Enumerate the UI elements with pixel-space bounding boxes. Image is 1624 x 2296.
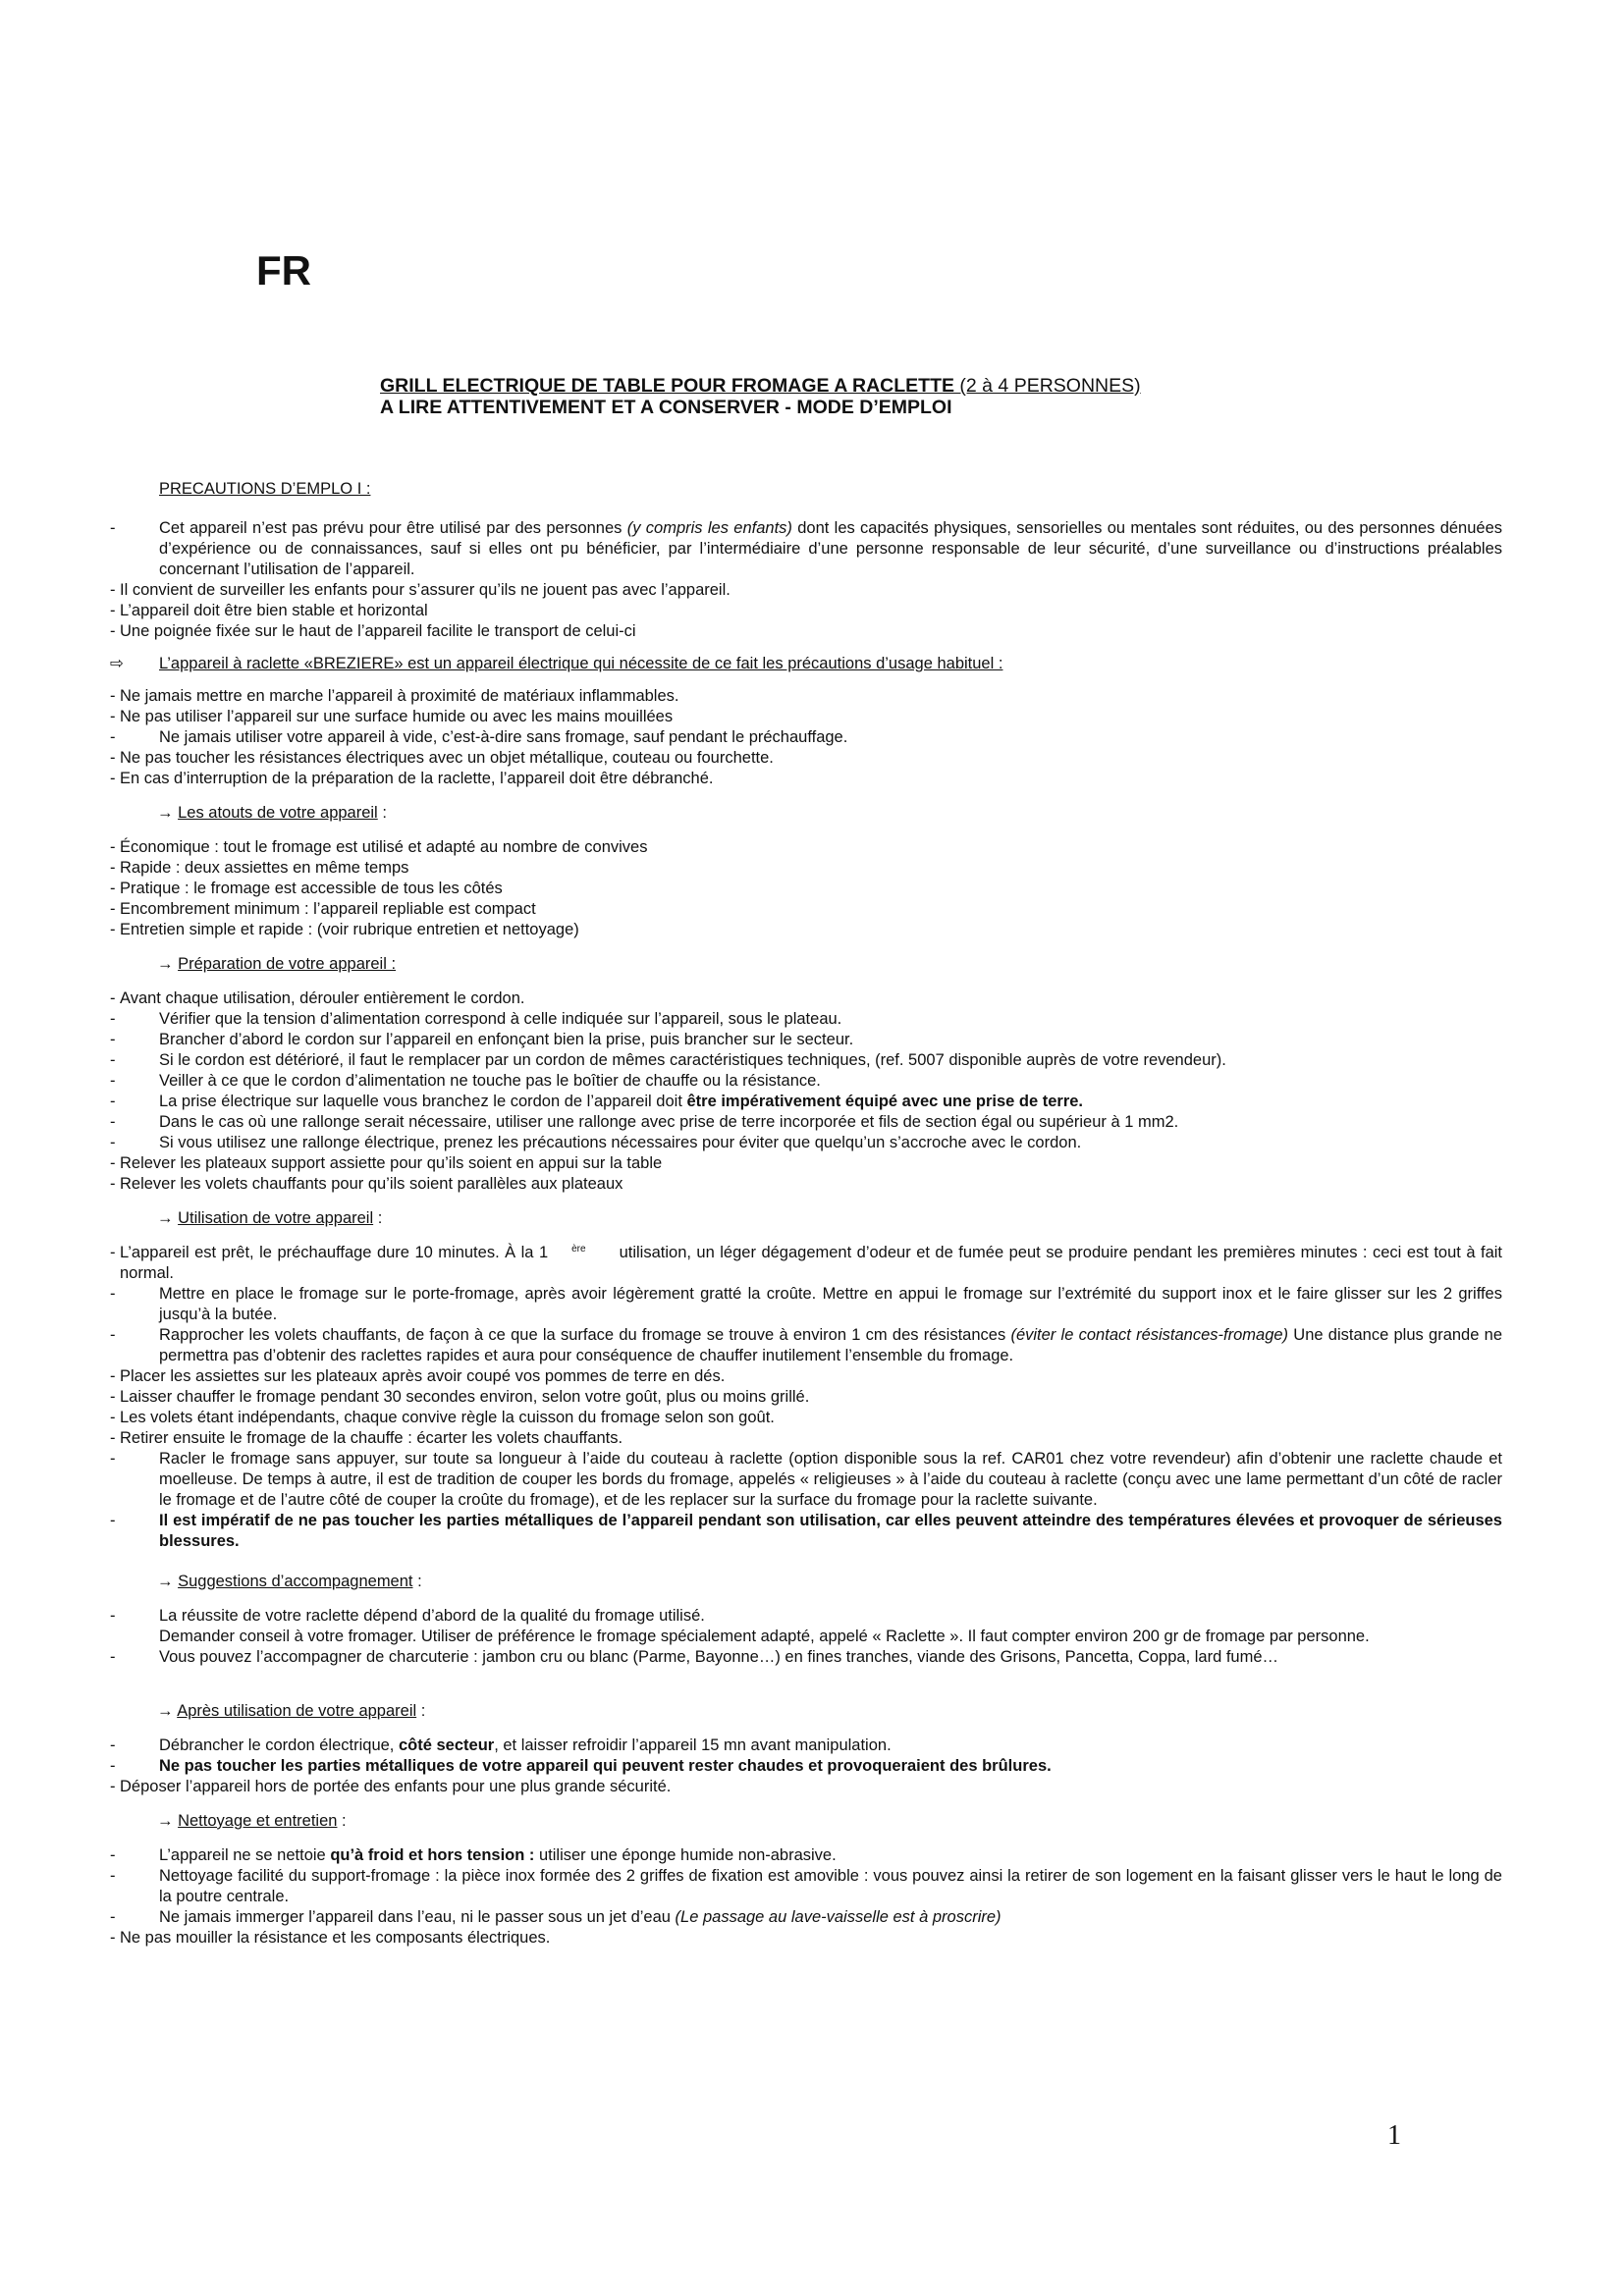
list-item: - Il convient de surveiller les enfants pour s’assurer qu’ils ne jouent pas avec l’appareil. — [110, 581, 731, 599]
preparation-heading: → Préparation de votre appareil : — [157, 955, 397, 973]
list-item: - Vous pouvez l’accompagner de charcuterie : jambon cru ou blanc (Parme, Bayonne…) en fines tranches, viande des Grisons, Pancetta, Coppa, lard fumé… — [110, 1648, 1279, 1666]
document-title — [380, 375, 1141, 418]
arrow-icon: → — [157, 955, 174, 973]
list-item: - Dans le cas où une rallonge serait nécessaire, utiliser une rallonge avec prise de terre incorporée et fils de section égal ou supérieur à 1 mm2. — [110, 1113, 1179, 1131]
list-item: - Relever les volets chauffants pour qu’ils soient parallèles aux plateaux — [110, 1175, 623, 1193]
page-number: 1 — [1387, 2120, 1401, 2151]
list-item: - L’appareil ne se nettoie qu’à froid et hors tension : utiliser une éponge humide non-abrasive. — [110, 1846, 837, 1864]
list-item: - Ne pas mouiller la résistance et les composants électriques. — [110, 1929, 551, 1947]
list-item: - Débrancher le cordon électrique, côté secteur, et laisser refroidir l’appareil 15 mn avant manipulation. — [110, 1736, 892, 1754]
arrow-icon: → — [157, 1812, 174, 1830]
list-item: - L’appareil est prêt, le préchauffage dure 10 minutes. À la 1 $^{ère}$ utilisation, un léger dégagement d’odeur et de fumée peut se produire pendant les premières minutes : ceci est tout à fait normal. — [110, 1244, 1502, 1282]
hollow-arrow-icon: ⇨ — [110, 655, 124, 672]
list-item: - Économique : tout le fromage est utilisé et adapté au nombre de convives — [110, 838, 648, 856]
list-item: - Veiller à ce que le cordon d’alimentation ne touche pas le boîtier de chauffe ou la résistance. — [110, 1072, 821, 1090]
arrow-icon: → — [157, 804, 174, 822]
list-item: - En cas d’interruption de la préparation de la raclette, l’appareil doit être débranché. — [110, 770, 714, 787]
arrow-icon: → — [157, 1573, 174, 1590]
language-code: FR — [256, 247, 311, 294]
precautions-heading: PRECAUTIONS D’EMPLO I : — [159, 480, 371, 498]
list-item: - Rapide : deux assiettes en même temps — [110, 859, 409, 877]
list-item: - Mettre en place le fromage sur le porte-fromage, après avoir légèrement gratté la croûte. Mettre en appui le fromage sur l’extrémité du support inox et le faire glisser sur les 2 griffes jusqu’à la butée. — [110, 1285, 1502, 1323]
list-item: - Ne pas toucher les résistances électriques avec un objet métallique, couteau ou fourchette. — [110, 749, 774, 767]
list-item: - Les volets étant indépendants, chaque convive règle la cuisson du fromage selon son goût. — [110, 1409, 775, 1426]
paragraph: Demander conseil à votre fromager. Utiliser de préférence le fromage spécialement adapté, appelé « Raclette ». Il faut compter environ 200 gr de fromage par personne. — [159, 1628, 1370, 1645]
arrow-icon: → — [157, 1209, 174, 1227]
list-item: - Avant chaque utilisation, dérouler entièrement le cordon. — [110, 989, 525, 1007]
document-body — [110, 479, 1502, 1949]
list-item: - Ne pas utiliser l’appareil sur une surface humide ou avec les mains mouillées — [110, 708, 674, 725]
list-item: - Vérifier que la tension d’alimentation correspond à celle indiquée sur l’appareil, sous le plateau. — [110, 1010, 842, 1028]
nettoyage-heading: → Nettoyage et entretien : — [157, 1812, 347, 1830]
list-item: - Si vous utilisez une rallonge électrique, prenez les précautions nécessaires pour éviter que quelqu’un s’accroche avec le cordon. — [110, 1134, 1082, 1151]
title-persons: (2 à 4 PERSONNES) — [954, 375, 1141, 397]
list-item: - Ne pas toucher les parties métalliques de votre appareil qui peuvent rester chaudes et provoqueraient des brûlures. — [110, 1757, 1052, 1775]
list-item: - Pratique : le fromage est accessible de tous les côtés — [110, 880, 503, 897]
list-item: - Il est impératif de ne pas toucher les parties métalliques de l’appareil pendant son utilisation, car elles peuvent atteindre des températures élevées et provoquer de sérieuses blessures. — [110, 1512, 1502, 1550]
title-main: GRILL ELECTRIQUE DE TABLE POUR FROMAGE A RACLETTE — [380, 375, 954, 397]
list-item: - Ne jamais utiliser votre appareil à vide, c’est-à-dire sans fromage, sauf pendant le préchauffage. — [110, 728, 848, 746]
list-item: - Une poignée fixée sur le haut de l’appareil facilite le transport de celui-ci — [110, 622, 636, 640]
list-item: - Laisser chauffer le fromage pendant 30 secondes environ, selon votre goût, plus ou moins grillé. — [110, 1388, 810, 1406]
list-item: - Retirer ensuite le fromage de la chauffe : écarter les volets chauffants. — [110, 1429, 623, 1447]
list-item: - Ne jamais immerger l’appareil dans l’eau, ni le passer sous un jet d’eau (Le passage au lave-vaisselle est à proscrire) — [110, 1908, 1001, 1926]
list-item: - Encombrement minimum : l’appareil repliable est compact — [110, 900, 536, 918]
arrow-icon: → — [157, 1702, 174, 1720]
list-item: - Brancher d’abord le cordon sur l’appareil en enfonçant bien la prise, puis brancher sur le secteur. — [110, 1031, 854, 1048]
list-item: - Entretien simple et rapide : (voir rubrique entretien et nettoyage) — [110, 921, 579, 938]
list-item: - Cet appareil n’est pas prévu pour être utilisé par des personnes (y compris les enfants) dont les capacités physiques, sensorielles ou mentales sont réduites, ou des personnes dénuées d’expérience ou de connaissances, sauf si elles ont pu bénéficier, par l’intermédiaire d’une personne responsable de leur sécurité, d’une surveillance ou d’instructions préalables concernant l’utilisation de l’appareil. — [110, 519, 1503, 578]
apres-heading: → Après utilisation de votre appareil : — [157, 1702, 426, 1720]
list-item: - Relever les plateaux support assiette pour qu’ils soient en appui sur la table — [110, 1154, 663, 1172]
list-item: - Déposer l’appareil hors de portée des enfants pour une plus grande sécurité. — [110, 1778, 672, 1795]
list-item: - Placer les assiettes sur les plateaux après avoir coupé vos pommes de terre en dés. — [110, 1367, 726, 1385]
utilisation-heading: → Utilisation de votre appareil : — [157, 1209, 383, 1227]
list-item: - Racler le fromage sans appuyer, sur toute sa longueur à l’aide du couteau à raclette (option disponible sous la ref. CAR01 chez votre revendeur) afin d’obtenir une raclette chaude et moelleuse. De temps à autre, il est de tradition de couper les bords du fromage, appelés « religieuses » à l’aide du couteau à raclette (conçu avec une lame permettant d’un côté de racler le fromage et de l’autre côté de couper la croûte du fromage), et de les replacer sur la surface du fromage pour la raclette suivante. — [110, 1450, 1502, 1509]
list-item: - Nettoyage facilité du support-fromage : la pièce inox formée des 2 griffes de fixation est amovible : vous pouvez ainsi la retirer de son logement en la faisant glisser vers le haut le long de la poutre centrale. — [110, 1867, 1502, 1905]
list-item: - La prise électrique sur laquelle vous branchez le cordon de l’appareil doit être impérativement équipé avec une prise de terre. — [110, 1093, 1084, 1110]
title-line-1 — [380, 375, 1141, 397]
title-line-2: A LIRE ATTENTIVEMENT ET A CONSERVER - MODE D’EMPLOI — [380, 397, 952, 418]
list-item: - L’appareil doit être bien stable et horizontal — [110, 602, 428, 619]
list-item: - Rapprocher les volets chauffants, de façon à ce que la surface du fromage se trouve à environ 1 cm des résistances (éviter le contact résistances-fromage) Une distance plus grande ne permettra pas d’obtenir des raclettes rapides et aura pour conséquence de chauffer inutilement l’ensemble du fromage. — [110, 1326, 1502, 1364]
brand-notice: ⇨ L’appareil à raclette «BREZIERE» est un appareil électrique qui nécessite de ce fait les précautions d’usage habituel : — [110, 655, 1003, 672]
suggestions-heading: → Suggestions d’accompagnement : — [157, 1573, 422, 1590]
list-item: - Si le cordon est détérioré, il faut le remplacer par un cordon de mêmes caractéristiques techniques, (ref. 5007 disponible auprès de votre revendeur). — [110, 1051, 1226, 1069]
list-item: - Ne jamais mettre en marche l’appareil à proximité de matériaux inflammables. — [110, 687, 679, 705]
atouts-heading: → Les atouts de votre appareil : — [157, 804, 387, 822]
list-item: - La réussite de votre raclette dépend d’abord de la qualité du fromage utilisé. — [110, 1607, 705, 1625]
